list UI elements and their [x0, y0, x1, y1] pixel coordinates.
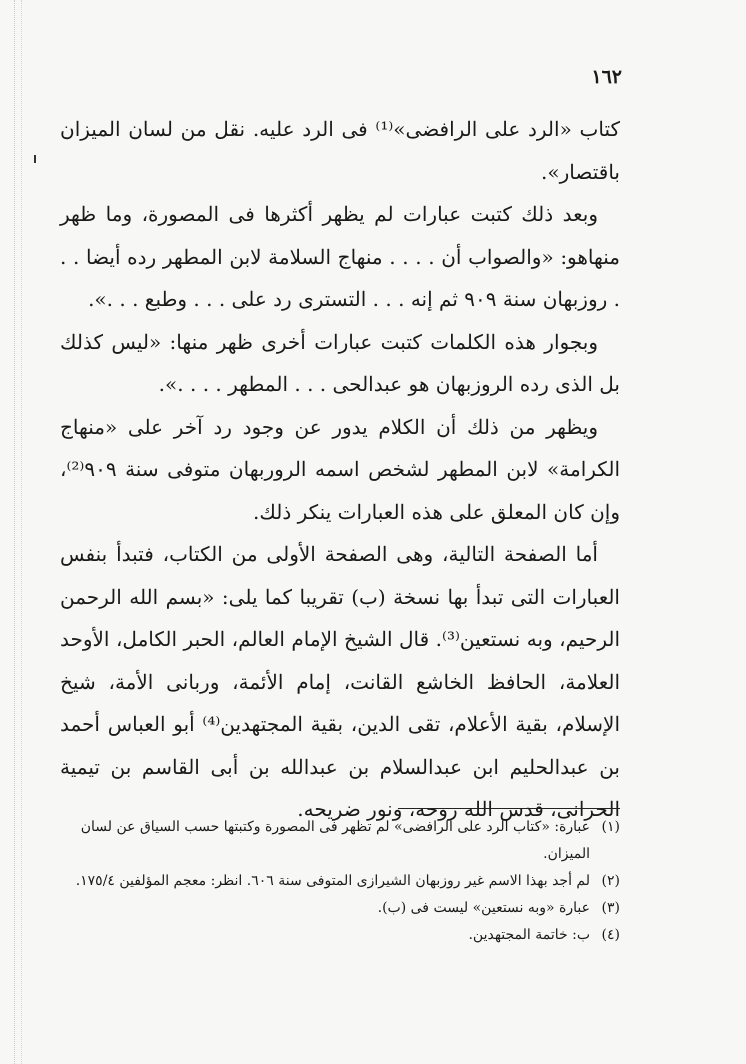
footnote-4 — [60, 922, 620, 949]
footnote-number: (١) — [601, 819, 620, 835]
paragraph-2: وبعد ذلك كتبت عبارات لم يظهر أكثرها فى المصورة، وما ظهر منهاهو: «والصواب أن . . . . منهاج السلامة لابن المطهر رده أيضا . . . روزبهان سنة ٩٠٩ ثم إنه . . . التسترى رد على . . . وطبع . . .». — [60, 202, 620, 311]
scan-gutter — [14, 0, 22, 1064]
footnote-2 — [60, 868, 620, 895]
paragraph-3: وبجوار هذه الكلمات كتبت عبارات أخرى ظهر منها: «ليس كذلك بل الذى رده الروزبهان هو عبدالحى . . . المطهر . . . .». — [60, 329, 620, 396]
footnote-text: لم أجد بهذا الاسم غير روزبهان الشيرازى المتوفى سنة ٦٠٦. انظر: معجم المؤلفين ١٧٥/٤. — [75, 873, 590, 889]
footnote-text: عبارة: «كتاب الرد على الرافضى» لم تظهر فى المصورة وكتبتها حسب السياق عن لسان الميزان. — [80, 819, 590, 862]
footnotes — [60, 814, 620, 949]
footnote-3 — [60, 895, 620, 922]
body-text — [60, 108, 620, 831]
margin-mark — [34, 155, 36, 163]
paragraph-1: كتاب «الرد على الرافضى»⁽¹⁾ فى الرد عليه. نقل من لسان الميزان باقتصار». — [60, 117, 620, 184]
paragraph-4: ويظهر من ذلك أن الكلام يدور عن وجود رد آخر على «منهاج الكرامة» لابن المطهر لشخص اسمه الروربهان متوفى سنة ٩٠٩⁽²⁾، وإن كان المعلق على هذه العبارات ينكر ذلك. — [60, 414, 620, 524]
footnote-text: عبارة «وبه نستعين» ليست فى (ب). — [377, 900, 590, 916]
footnote-separator — [398, 808, 620, 809]
footnote-number: (٢) — [601, 873, 620, 889]
footnote-text: ب: خاتمة المجتهدين. — [468, 927, 590, 943]
footnote-number: (٣) — [601, 900, 620, 916]
paragraph-5: أما الصفحة التالية، وهى الصفحة الأولى من الكتاب، فتبدأ بنفس العبارات التى تبدأ بها نسخة (ب) تقريبا كما يلى: «بسم الله الرحمن الرحيم، وبه نستعين⁽³⁾. قال الشيخ الإمام العالم، الحبر الكامل، الأوحد العلامة، الحافظ الخاشع القانت، إمام الأئمة، وربانى الأمة، شيخ الإسلام، بقية الأعلام، تقى الدين، بقية المجتهدين⁽⁴⁾ أبو العباس أحمد بن عبدالحليم ابن عبدالسلام بن عبدالله بن أبى القاسم بن تيمية الحرانى، قدس الله روحه، ونور ضريحه. — [60, 542, 621, 821]
page-number: ١٦٢ — [591, 66, 622, 88]
footnote-number: (٤) — [601, 927, 620, 943]
footnote-1 — [60, 814, 620, 868]
